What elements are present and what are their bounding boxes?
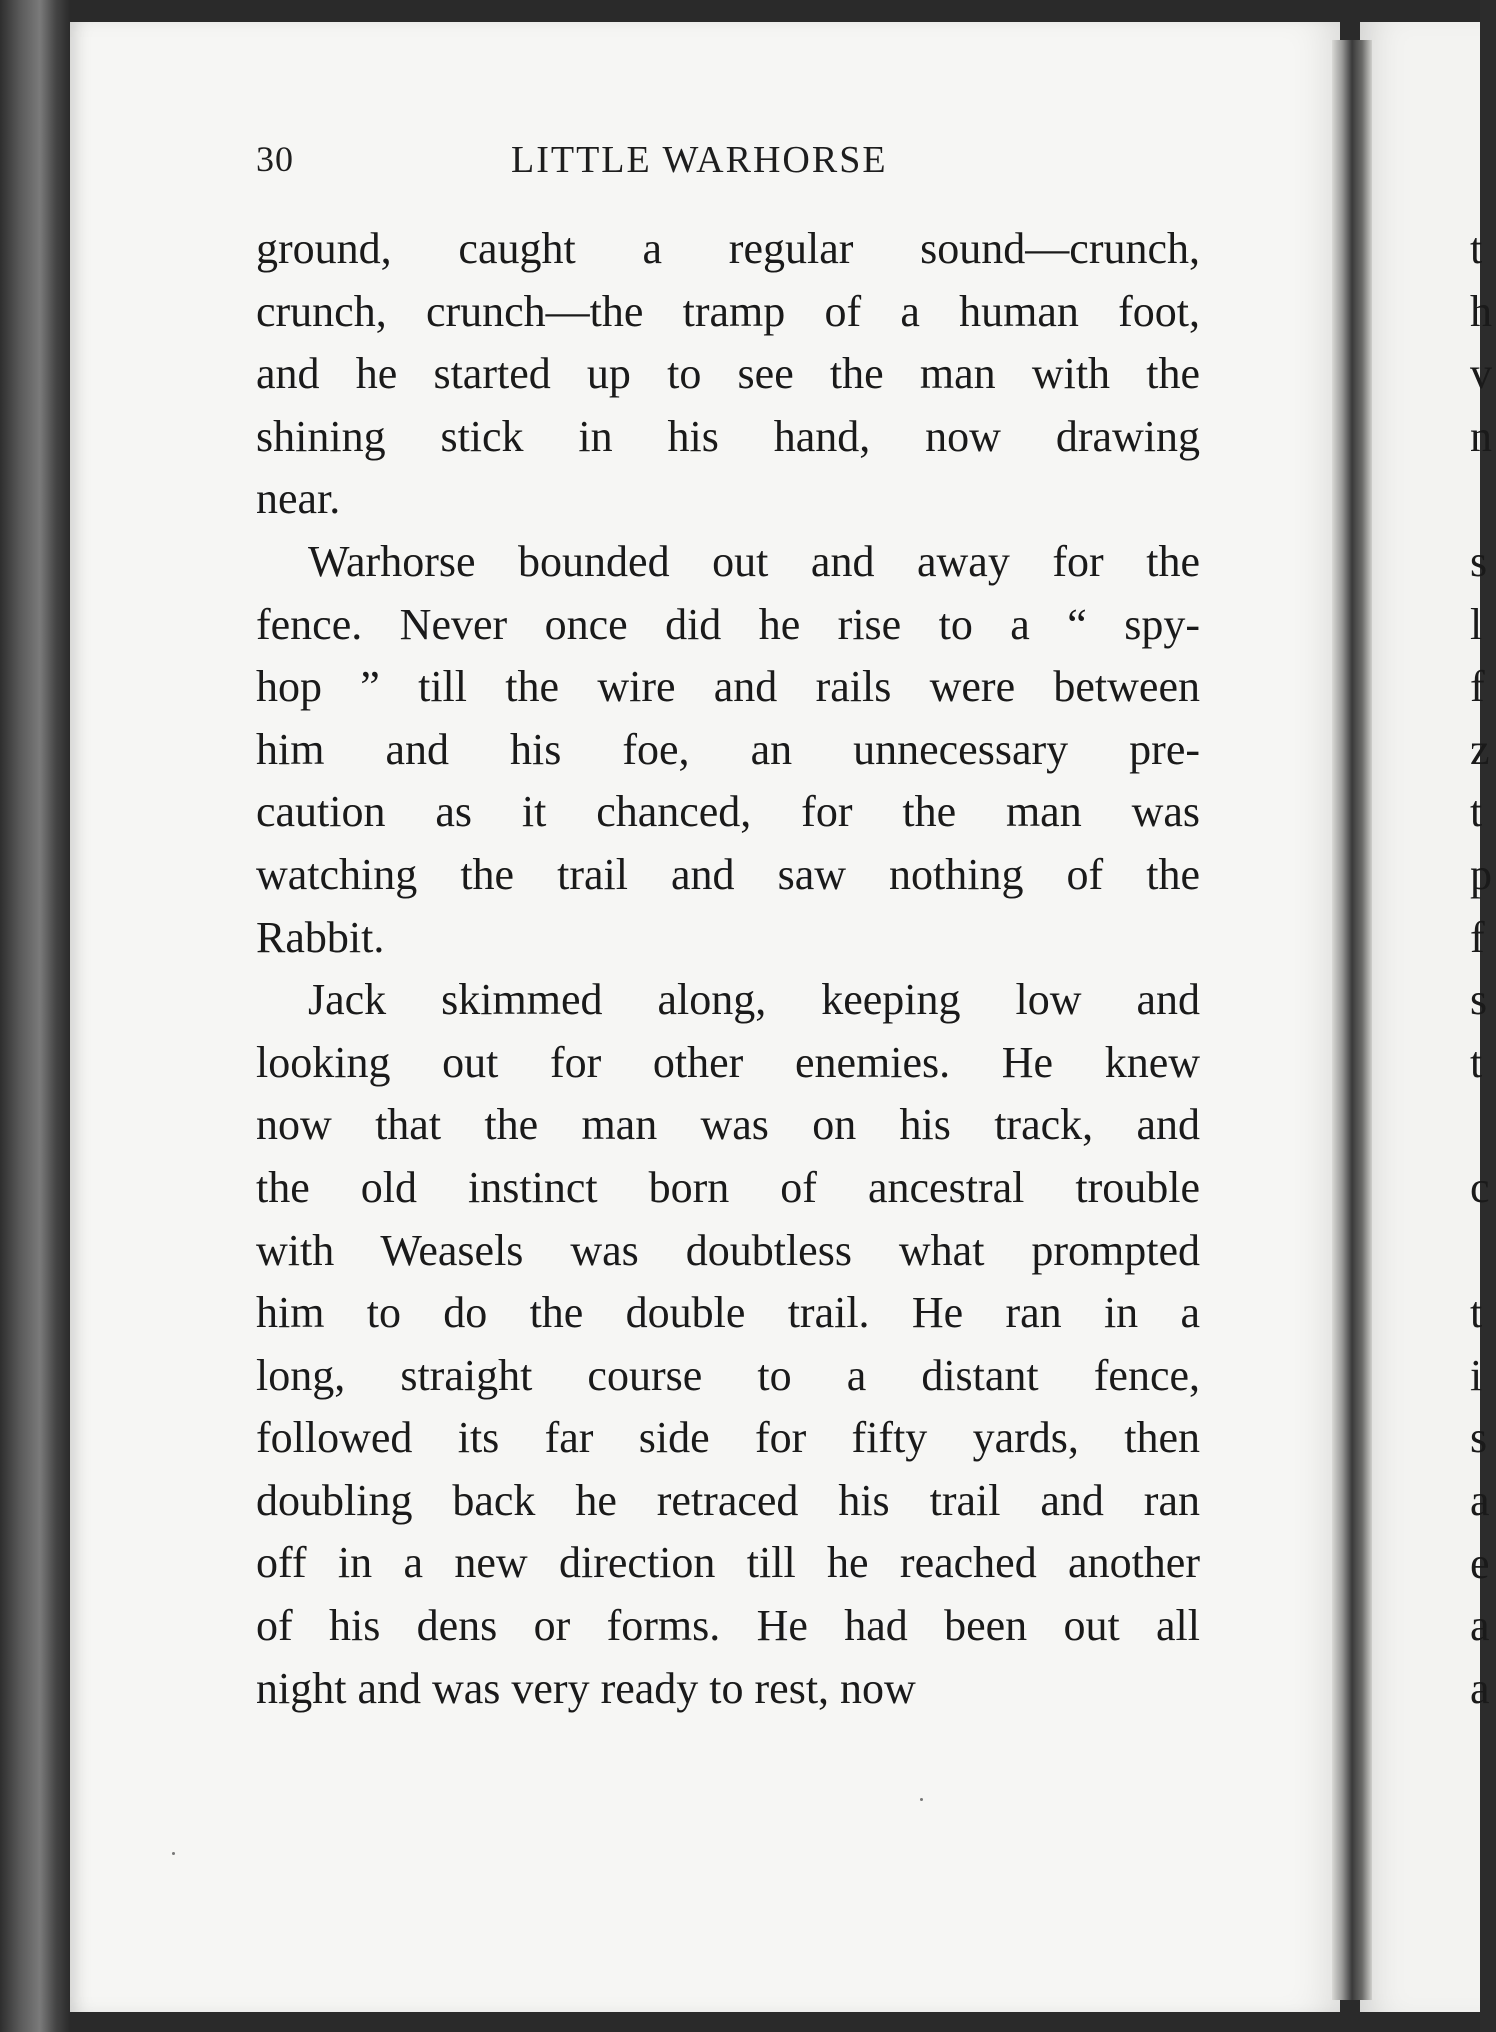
text-line: and he started up to see the man with the [256,349,1200,399]
paper-speck [172,1852,175,1855]
facing-page-fragment: h [1470,286,1492,336]
text-line: hop ” till the wire and rails were between [256,662,1200,712]
text-line: Jack skimmed along, keeping low and [308,975,1200,1025]
text-line: crunch, crunch—the tramp of a human foot, [256,286,1200,336]
paragraph [256,218,1200,531]
facing-page-fragment: f [1470,662,1485,712]
facing-page-fragment: t [1470,1288,1483,1338]
text-line: near. [256,474,341,524]
text-line: of his dens or forms. He had been out all [256,1601,1200,1651]
facing-page-fragment: s [1470,1413,1488,1463]
facing-page-fragment: i [1470,1350,1483,1400]
facing-page-fragment: z [1470,724,1490,774]
text-line: night and was very ready to rest, now [256,1663,916,1713]
facing-page-fragment: f [1470,912,1485,962]
text-line: Rabbit. [256,912,385,962]
facing-page-fragment: e [1470,1538,1490,1588]
text-line: followed its far side for fifty yards, then [256,1413,1200,1463]
text-line: caution as it chanced, for the man was [256,787,1200,837]
text-line: shining stick in his hand, now drawing [256,411,1200,461]
text-line: off in a new direction till he reached another [256,1538,1200,1588]
facing-page-fragment: v [1470,349,1492,399]
text-line: Warhorse bounded out and away for the [308,536,1200,586]
text-line: watching the trail and saw nothing of the [256,849,1200,899]
facing-page-fragment: a [1470,1663,1490,1713]
facing-page-fragment: t [1470,787,1483,837]
text-line: the old instinct born of ancestral trouble [256,1162,1200,1212]
facing-page-fragment: l [1470,599,1483,649]
page-number: 30 [256,139,294,179]
body-text [256,218,1200,1720]
page-header [256,138,1200,198]
facing-page-fragment: c [1470,1163,1490,1212]
text-line: now that the man was on his track, and [256,1100,1200,1150]
paragraph [256,969,1200,1720]
facing-page-fragment: n [1470,411,1492,461]
text-line: ground, caught a regular sound—crunch, [256,224,1200,273]
facing-page-fragment: a [1470,1476,1490,1525]
book-gutter [1332,40,1372,2000]
text-line: doubling back he retraced his trail and ran [256,1475,1200,1525]
facing-page-fragment: a [1470,1601,1490,1651]
facing-page-fragment: s [1470,975,1488,1025]
text-line: with Weasels was doubtless what prompted [256,1225,1200,1275]
text-line: fence. Never once did he rise to a “ spy- [256,599,1200,649]
facing-page-fragment: t [1470,1037,1483,1087]
running-head: LITTLE WARHORSE [511,139,888,181]
text-line: him and his foe, an unnecessary pre- [256,724,1200,774]
facing-page-fragment: s [1470,537,1488,586]
paper-speck [920,1798,923,1801]
text-line: long, straight course to a distant fence, [256,1350,1200,1400]
facing-page-fragment: t [1470,224,1483,273]
text-line: him to do the double trail. He ran in a [256,1288,1200,1338]
text-line: looking out for other enemies. He knew [256,1037,1200,1087]
paragraph [256,531,1200,969]
facing-page-fragment: p [1470,850,1492,899]
